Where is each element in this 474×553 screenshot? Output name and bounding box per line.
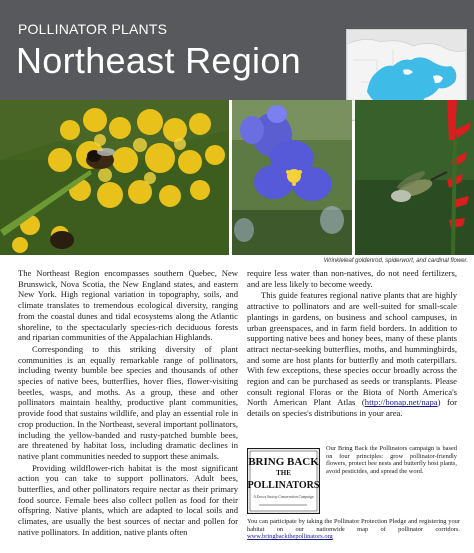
goldenrod-photo (0, 100, 229, 255)
campaign-pledge-text: You can participate by taking the Pollinator Protection Pledge and registering your habitat on our nationwide map of pollinator corridors. (247, 518, 460, 533)
guide-text-before-link: This guide features regional native plants that are highly attractive to pollinators and are well-suited for small-scale plantings in gardens, on business and school campuses, in urban greenspaces, and in farm field borders. In addition to supporting native bees and honey bees, many of these plants attract nectar-seeking butterflies, moths, and hummingbirds, and some are host plants for butterfly and moth caterpillars. With few exceptions, these species occur broadly across the region and can be purchased as seeds or transplants. Please consult regional Floras or the Biota of North America's North American Plant Atlas ( (247, 290, 457, 408)
pollinator-diversity-paragraph: Corresponding to this striking diversity of plant communities is an equally remarkable range of pollinators, including twenty bumble bee species and thousands of other species of native bees, butterflies, hover flies, flower-visiting beetles, wasps, and moths. As a group, these and other pollinators maintain healthy, productive plant communities, provide food that sustains wildlife, and play an essential role in crop production. In the Northeast, several important pollinators, including the yellow-banded and rusty-patched bumble bees, are threatened by habitat loss, including dramatic declines in native plant communities needed to support these animals. (18, 343, 238, 461)
intro-paragraph: The Northeast Region encompasses southern Quebec, New Brunswick, Nova Scotia, the New England states, and eastern New York. High regional variation in topography, soils, and climate translates to tremendous ecological diversity, ranging from the coastal dunes and tidal ecosystems along the Atlantic shoreline, to the spectacularly species-rich deciduous forests and riparian communities of the Appalachian Highlands. (18, 268, 238, 343)
photo-strip (0, 100, 474, 255)
campaign-website-link[interactable]: www.bringbackthepollinators.org (247, 533, 333, 541)
bonap-link[interactable]: http://bonap.net/napa (364, 397, 438, 408)
bring-back-the-pollinators-logo (247, 448, 320, 514)
continuation-paragraph: require less water than non-natives, do not need fertilizers, and are less likely to become weedy. (247, 268, 457, 289)
campaign-call-to-action (247, 518, 460, 541)
body-left-column (18, 268, 238, 538)
spiderwort-image (232, 100, 352, 255)
body-right-column (247, 268, 457, 419)
svg-text:A Xerces Society Conservation: A Xerces Society Conservation Campaign (253, 495, 314, 499)
guide-text-after-link: ) for details on species's distributions in your area. (247, 397, 457, 419)
cardinal-flower-image (355, 100, 474, 255)
campaign-logo-graphic (247, 448, 320, 514)
campaign-box (247, 442, 460, 550)
goldenrod-bee-image (0, 100, 229, 255)
photo-caption: Wrinkleleaf goldenrod, spiderwort, and cardinal flower. (323, 258, 468, 264)
guide-paragraph (247, 290, 457, 418)
svg-text:POLLINATORS: POLLINATORS (247, 480, 320, 491)
campaign-description: Our Bring Back the Pollinators campaign is based on four principles: grow pollinator-friendly flowers, protect bee nests and butterfly host plants, avoid pesticides, and spread the word. (326, 445, 457, 475)
kicker-label: POLLINATOR PLANTS (18, 21, 168, 37)
cardinal-flower-photo (355, 100, 474, 255)
page-title: Northeast Region (16, 40, 301, 81)
habitat-paragraph: Providing wildflower-rich habitat is the most significant action you can take to support pollinators. Adult bees, butterflies, and other pollinators require nectar as their primary food source. Female bees also collect pollen as food for their offspring. Native plants, which are adapted to local soils and climates, are usually the best sources of nectar and pollen for native pollinators. In addition, native plants often (18, 462, 238, 537)
spiderwort-photo (232, 100, 352, 255)
svg-text:THE: THE (276, 469, 291, 477)
svg-text:BRING BACK: BRING BACK (248, 456, 319, 468)
